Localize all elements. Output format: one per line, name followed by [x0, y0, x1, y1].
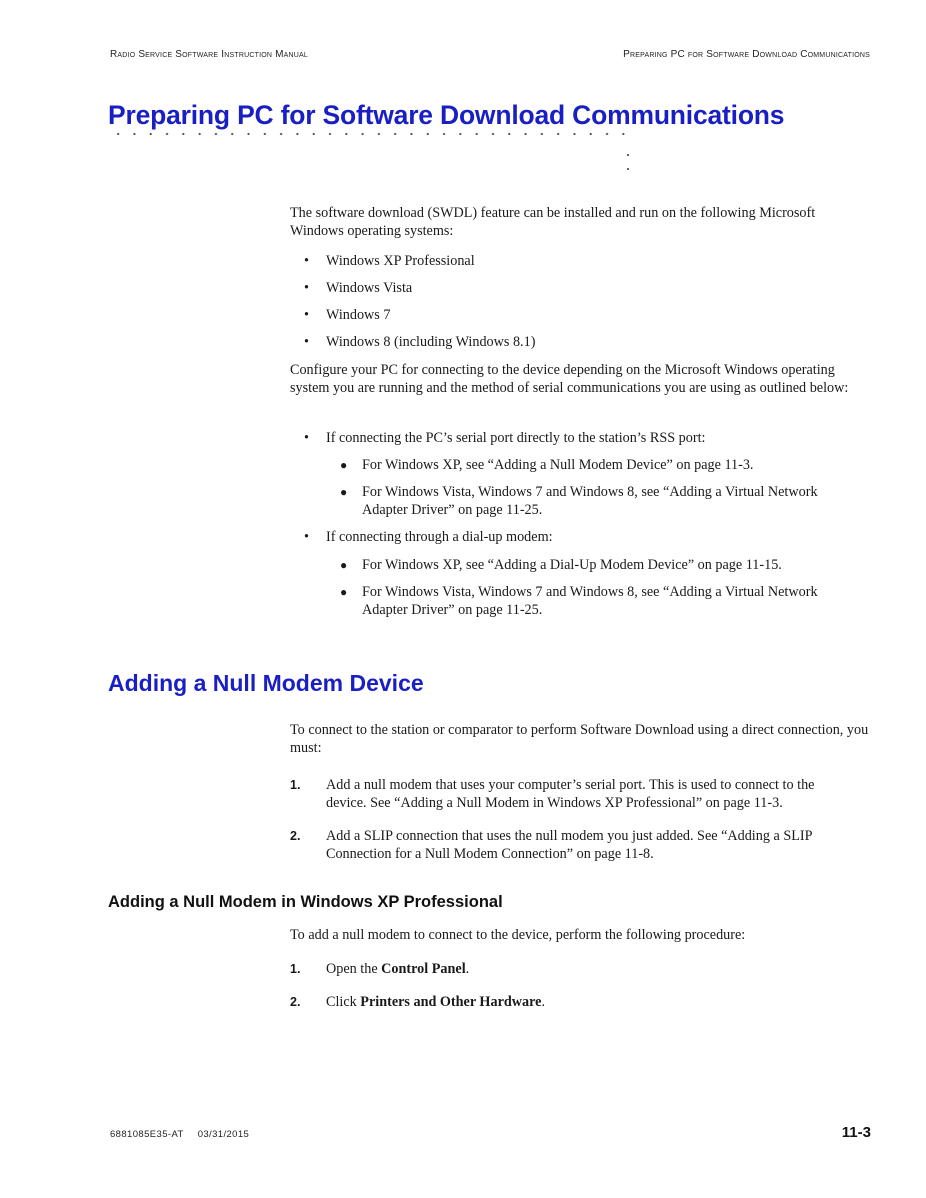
- section-heading: Adding a Null Modem Device: [108, 670, 424, 696]
- ui-term: Control Panel: [381, 961, 466, 977]
- bullet-icon: •: [304, 430, 309, 446]
- footer-doc-info: [110, 1129, 249, 1140]
- bullet-icon: •: [304, 529, 309, 545]
- section-intro: To connect to the station or comparator to perform Software Download using a direct connection, you must:: [290, 722, 869, 756]
- doc-number: 6881085E35-AT: [110, 1129, 184, 1140]
- dotted-rule-vertical: [624, 148, 632, 172]
- dotted-rule: [110, 130, 632, 138]
- page-number: 11-3: [841, 1124, 871, 1141]
- section-title: Preparing PC for Software Download Communications: [108, 100, 785, 130]
- bullet-icon: •: [304, 253, 309, 269]
- bullet-icon: ●: [340, 558, 348, 572]
- subsection-heading: Adding a Null Modem in Windows XP Professional: [108, 893, 503, 911]
- ui-term: Printers and Other Hardware: [360, 994, 542, 1010]
- manual-page: Radio Service Software Instruction Manual Preparing PC for Software Download Communications Preparing PC for Software Download Communications The software download (SWDL) feature can be installed and run on the following Microsoft Windows operating systems: • Windows XP Professional • Windows Vista • Windows 7 • Windows 8 (including Windows 8.1) Configure your PC for connecting to the device depending on the Microsoft Windows operating system you are running and the method of serial communications you are using as outlined below: • If connecting the PC’s serial port directly to the station’s RSS port: ● For Windows XP, see “Adding a Null Modem Device” on page 11-3. ● For Windows Vista, Windows 7 and Windows 8, see “Adding a Virtual Network Adapter Driver” on page 11-25. • If connecting through a dial-up modem: ● For Windows XP, see “Adding a Dial-Up Modem Device” on page 11-15. ● For Windows Vista, Windows 7 and Windows 8, see “Adding a Virtual Network Adapter Driver” on page 11-25. Adding a Null Modem Device To connect to the station or comparator to perform Software Download using a direct connection, you must: 1. Add a null modem that uses your computer’s serial port. This is used to connect to the device. See “Adding a Null Modem in Windows XP Professional” on page 11-3. 2. Add a SLIP connection that uses the null modem you just added. See “Adding a SLIP Connection for a Null Modem Connection” on page 11-8. Adding a Null Modem in Windows XP Professional To add a null modem to connect to the device, perform the following procedure: 1. Open the Control Panel. 2. Click Printers and Other Hardware. 6881085E35-AT 03/31/2015 11-3: [108, 49, 871, 1141]
- configure-paragraph: Configure your PC for connecting to the device depending on the Microsoft Windows operating system you are running and the method of serial communications you are using as outlined below:: [290, 362, 849, 396]
- bullet-icon: ●: [340, 485, 348, 499]
- running-header-left: Radio Service Software Instruction Manual: [110, 49, 308, 60]
- bullet-icon: •: [304, 307, 309, 323]
- doc-date: 03/31/2015: [197, 1129, 250, 1140]
- bullet-icon: •: [304, 334, 309, 350]
- bullet-icon: •: [304, 280, 309, 296]
- procedure-intro: To add a null modem to connect to the device, perform the following procedure:: [290, 927, 746, 943]
- bullet-icon: ●: [340, 585, 348, 599]
- bullet-icon: ●: [340, 458, 348, 472]
- running-header-right: Preparing PC for Software Download Communications: [623, 49, 870, 60]
- intro-paragraph: The software download (SWDL) feature can be installed and run on the following Microsoft Windows operating systems:: [290, 205, 816, 239]
